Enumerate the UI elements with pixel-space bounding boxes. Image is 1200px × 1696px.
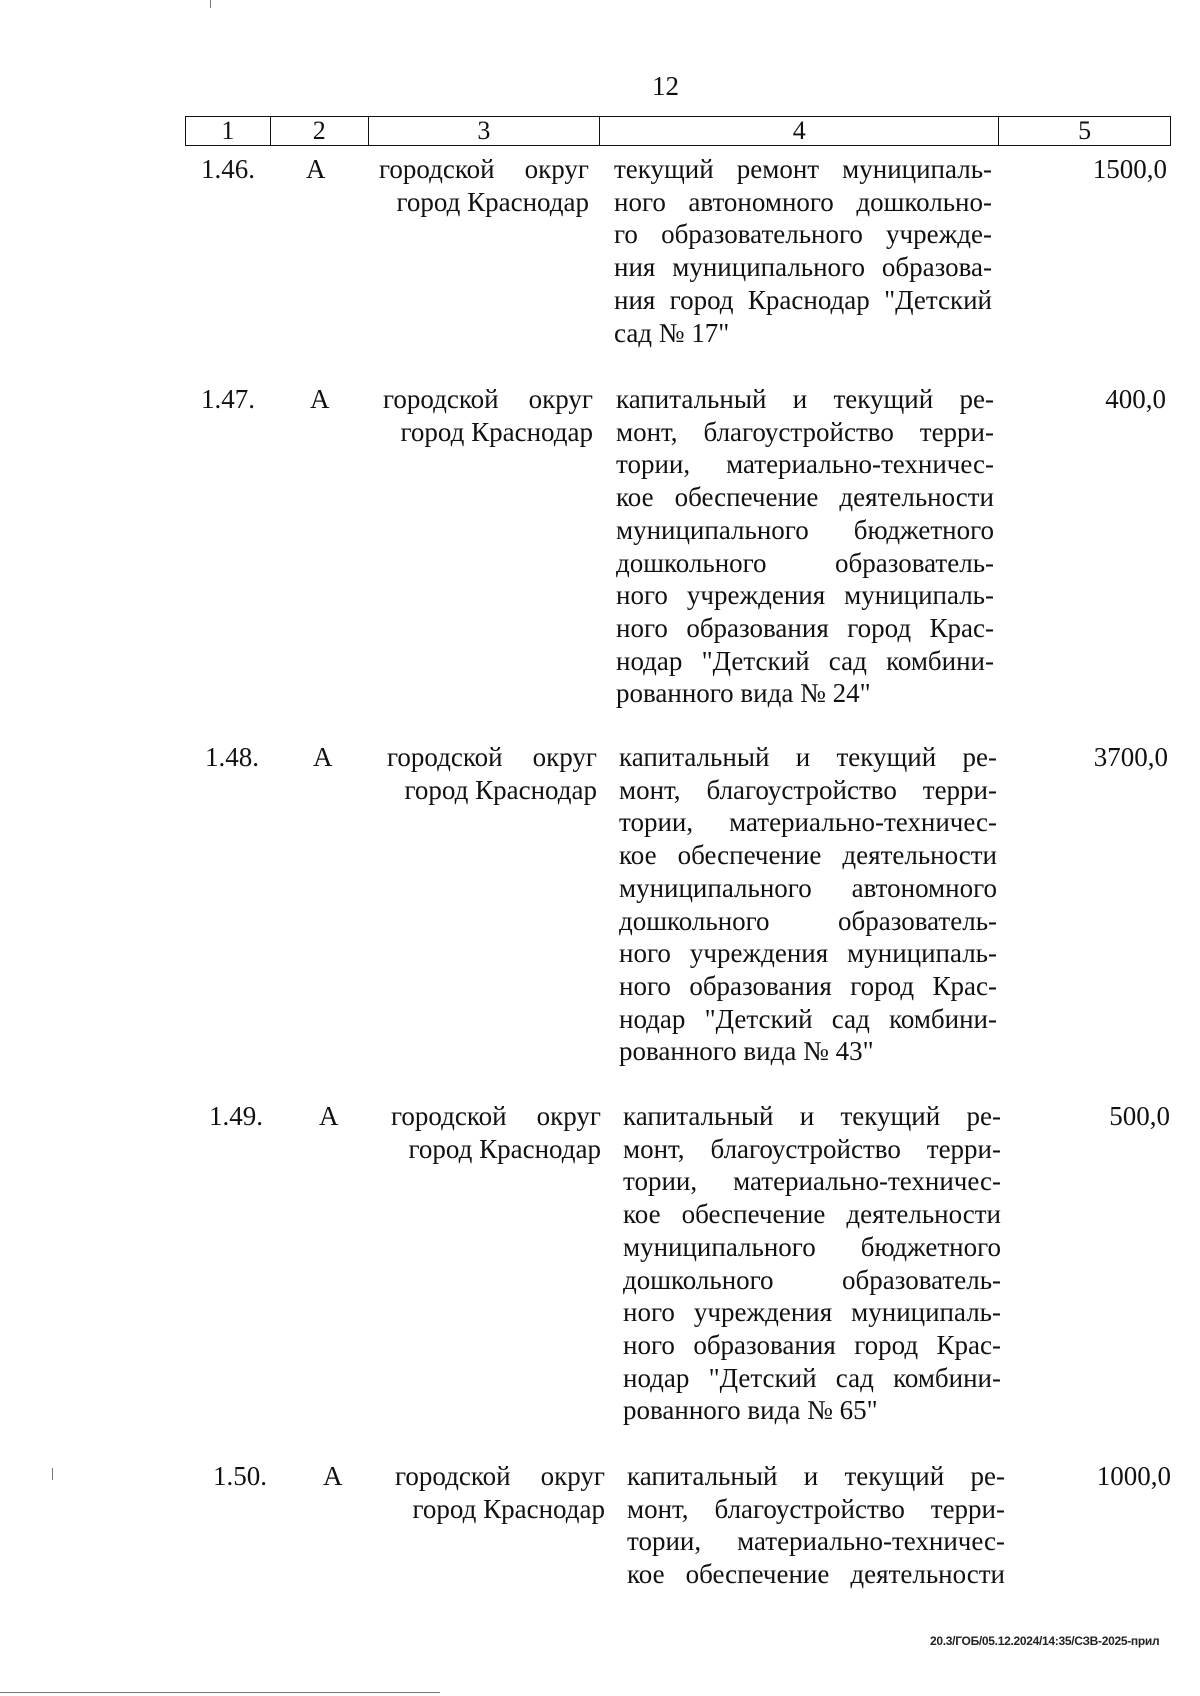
row-description: [616, 383, 994, 710]
row-amount: 400,0: [1105, 384, 1166, 414]
description-line: ного образования город Крас-: [616, 612, 994, 643]
description-line: ного учреждения муниципаль-: [616, 580, 994, 611]
description-line: кое обеспечение деятельности: [619, 840, 997, 871]
description-line: ния муниципального образова-: [614, 252, 992, 283]
row-code: А: [310, 384, 330, 414]
description-line: капитальный и текущий ре-: [623, 1101, 1001, 1131]
municipality-line: городской округ: [395, 1461, 605, 1491]
page-number: 12: [652, 71, 679, 101]
header-col-2: 2: [271, 117, 369, 145]
description-line: капитальный и текущий ре-: [619, 742, 997, 772]
description-line: ного образования город Крас-: [623, 1329, 1001, 1360]
row-municipality: [379, 153, 589, 218]
description-line: монт, благоустройство терри-: [627, 1493, 1005, 1524]
row-number: 1.47.: [201, 384, 255, 414]
description-line: ного учреждения муниципаль-: [623, 1297, 1001, 1328]
header-col-4: 4: [600, 117, 999, 145]
row-description: [627, 1460, 1005, 1591]
table-header-row: [185, 116, 1171, 146]
description-line: кое обеспечение деятельности: [623, 1199, 1001, 1230]
header-col-1: 1: [186, 117, 271, 145]
description-line: го образовательного учрежде-: [614, 219, 992, 250]
row-description: [614, 153, 992, 349]
row-code: А: [323, 1461, 343, 1491]
municipality-line: городской округ: [391, 1101, 601, 1131]
description-line: ния город Краснодар "Детский: [614, 284, 992, 315]
description-line: нодар "Детский сад комбини-: [616, 645, 994, 676]
row-code: А: [313, 742, 333, 772]
row-amount: 1000,0: [1096, 1461, 1171, 1491]
header-col-3: 3: [369, 117, 601, 145]
description-line: ного автономного дошкольно-: [614, 186, 992, 217]
document-footer-code: 20.3/ГОБ/05.12.2024/14:35/СЗВ-2025-прил: [930, 1634, 1160, 1648]
description-line: сад № 17": [614, 317, 730, 348]
row-municipality: [383, 383, 593, 448]
description-line: муниципального автономного: [619, 872, 997, 903]
description-line: дошкольного образователь-: [619, 905, 997, 936]
municipality-line: город Краснодар: [412, 1493, 605, 1524]
description-line: кое обеспечение деятельности: [616, 482, 994, 513]
row-amount: 500,0: [1109, 1101, 1170, 1131]
description-line: тории, материально-техничес-: [623, 1166, 1001, 1197]
description-line: тории, материально-техничес-: [616, 449, 994, 480]
description-line: муниципального бюджетного: [623, 1231, 1001, 1262]
row-municipality: [387, 741, 597, 806]
row-number: 1.48.: [205, 742, 259, 772]
scan-artifact: [52, 1468, 53, 1480]
description-line: монт, благоустройство терри-: [616, 416, 994, 447]
row-number: 1.49.: [209, 1101, 263, 1131]
municipality-line: город Краснодар: [404, 774, 597, 805]
description-line: рованного вида № 24": [616, 678, 871, 709]
row-description: [623, 1100, 1001, 1427]
scan-artifact: [0, 1692, 440, 1693]
description-line: дошкольного образователь-: [623, 1264, 1001, 1295]
description-line: капитальный и текущий ре-: [627, 1461, 1005, 1491]
municipality-line: город Краснодар: [400, 416, 593, 447]
description-line: тории, материально-техничес-: [619, 807, 997, 838]
row-code: А: [306, 154, 326, 184]
row-number: 1.50.: [213, 1461, 267, 1491]
municipality-line: городской округ: [387, 742, 597, 772]
row-number: 1.46.: [201, 154, 255, 184]
description-line: капитальный и текущий ре-: [616, 384, 994, 414]
scan-artifact: [210, 0, 211, 8]
description-line: монт, благоустройство терри-: [619, 774, 997, 805]
description-line: ного учреждения муниципаль-: [619, 938, 997, 969]
description-line: кое обеспечение деятельности: [627, 1559, 1005, 1590]
row-code: А: [319, 1101, 339, 1131]
municipality-line: город Краснодар: [396, 186, 589, 217]
description-line: нодар "Детский сад комбини-: [623, 1362, 1001, 1393]
municipality-line: город Краснодар: [408, 1133, 601, 1164]
description-line: рованного вида № 65": [623, 1395, 878, 1426]
description-line: дошкольного образователь-: [616, 547, 994, 578]
row-amount: 3700,0: [1093, 742, 1168, 772]
description-line: рованного вида № 43": [619, 1036, 874, 1067]
description-line: ного образования город Крас-: [619, 970, 997, 1001]
municipality-line: городской округ: [379, 154, 589, 184]
description-line: тории, материально-техничес-: [627, 1526, 1005, 1557]
municipality-line: городской округ: [383, 384, 593, 414]
row-municipality: [395, 1460, 605, 1525]
row-amount: 1500,0: [1092, 154, 1167, 184]
header-col-5: 5: [1078, 116, 1092, 145]
description-line: текущий ремонт муниципаль-: [614, 154, 992, 184]
description-line: муниципального бюджетного: [616, 514, 994, 545]
row-municipality: [391, 1100, 601, 1165]
description-line: монт, благоустройство терри-: [623, 1133, 1001, 1164]
description-line: нодар "Детский сад комбини-: [619, 1003, 997, 1034]
row-description: [619, 741, 997, 1068]
